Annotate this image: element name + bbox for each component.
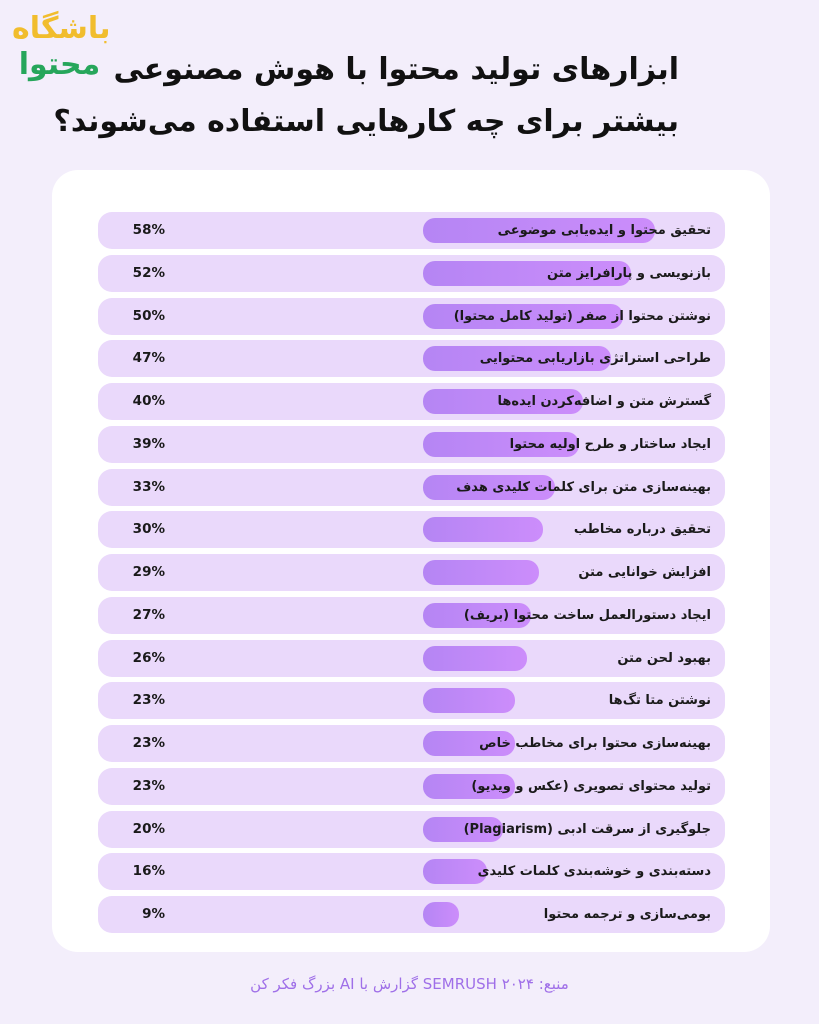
bar-row <box>98 640 725 677</box>
bar <box>423 646 527 671</box>
bar-row <box>98 340 725 377</box>
category-label: ایجاد ساختار و طرح اولیه محتوا <box>509 436 711 452</box>
category-label: جلوگیری از سرقت ادبی (Plagiarism) <box>463 821 711 837</box>
bar-row <box>98 212 725 249</box>
value-label: 23% <box>132 777 165 794</box>
bar <box>423 902 459 927</box>
bar <box>423 688 515 713</box>
chart-card <box>52 170 770 952</box>
category-label: بهینه‌سازی محتوا برای مخاطب خاص <box>479 736 711 751</box>
value-label: 20% <box>132 820 165 837</box>
value-label: 30% <box>132 521 165 538</box>
category-label: تحقیق محتوا و ایده‌یابی موضوعی <box>497 223 711 238</box>
bar-row <box>98 298 725 335</box>
bar-row <box>98 811 725 848</box>
value-label: 23% <box>132 735 165 751</box>
bar-row <box>98 597 725 634</box>
category-label: دسته‌بندی و خوشه‌بندی کلمات کلیدی <box>477 864 711 880</box>
bar <box>423 560 539 585</box>
bar-row <box>98 896 725 933</box>
value-label: 9% <box>142 906 165 922</box>
logo-line-1: باشگاه <box>12 11 111 46</box>
bar-row <box>98 511 725 548</box>
category-label: بهینه‌سازی متن برای کلمات کلیدی هدف <box>456 479 711 495</box>
bar-row <box>98 383 725 420</box>
value-label: 26% <box>132 649 165 666</box>
category-label: طراحی استراتژی بازاریابی محتوایی <box>479 351 711 367</box>
bar-row <box>98 554 725 591</box>
bar-row <box>98 768 725 805</box>
bar <box>423 517 543 542</box>
value-label: 52% <box>132 264 165 281</box>
source-caption: منبع: SEMRUSH ۲۰۲۴ گزارش با AI بزرگ فکر کن <box>250 975 569 993</box>
bar-row <box>98 255 725 292</box>
category-label: بهبود لحن متن <box>617 650 711 666</box>
value-label: 40% <box>132 393 165 409</box>
bar-row <box>98 469 725 506</box>
category-label: گسترش متن و اضافه‌کردن ایده‌ها <box>497 394 711 409</box>
bar-row <box>98 682 725 719</box>
logo-line-2: محتوا <box>18 47 101 82</box>
category-label: نوشتن متا تگ‌ها <box>608 693 711 709</box>
value-label: 58% <box>132 222 165 238</box>
value-label: 23% <box>132 692 165 709</box>
title-line-2: بیشتر برای چه کارهایی استفاده می‌شوند؟ <box>53 104 679 139</box>
page-title <box>53 44 679 148</box>
title-line-1: ابزارهای تولید محتوا با هوش مصنوعی <box>113 52 679 87</box>
value-label: 33% <box>132 478 165 495</box>
bar-row <box>98 725 725 762</box>
value-label: 50% <box>132 307 165 324</box>
value-label: 16% <box>132 863 165 880</box>
category-label: بازنویسی و پارافرایز متن <box>547 265 711 281</box>
bar-row <box>98 426 725 463</box>
brand-logo <box>12 10 111 85</box>
bar-row <box>98 853 725 890</box>
category-label: نوشتن محتوا از صفر (تولید کامل محتوا) <box>453 308 711 324</box>
category-label: تولید محتوای تصویری (عکس و ویدیو) <box>471 778 711 794</box>
category-label: تحقیق درباره مخاطب <box>573 522 711 538</box>
category-label: ایجاد دستورالعمل ساخت محتوا (بریف) <box>463 607 711 623</box>
value-label: 47% <box>132 350 165 367</box>
category-label: افزایش خوانایی متن <box>578 565 711 580</box>
value-label: 29% <box>132 564 165 580</box>
value-label: 39% <box>132 435 165 452</box>
category-label: بومی‌سازی و ترجمه محتوا <box>543 907 711 922</box>
value-label: 27% <box>132 606 165 623</box>
